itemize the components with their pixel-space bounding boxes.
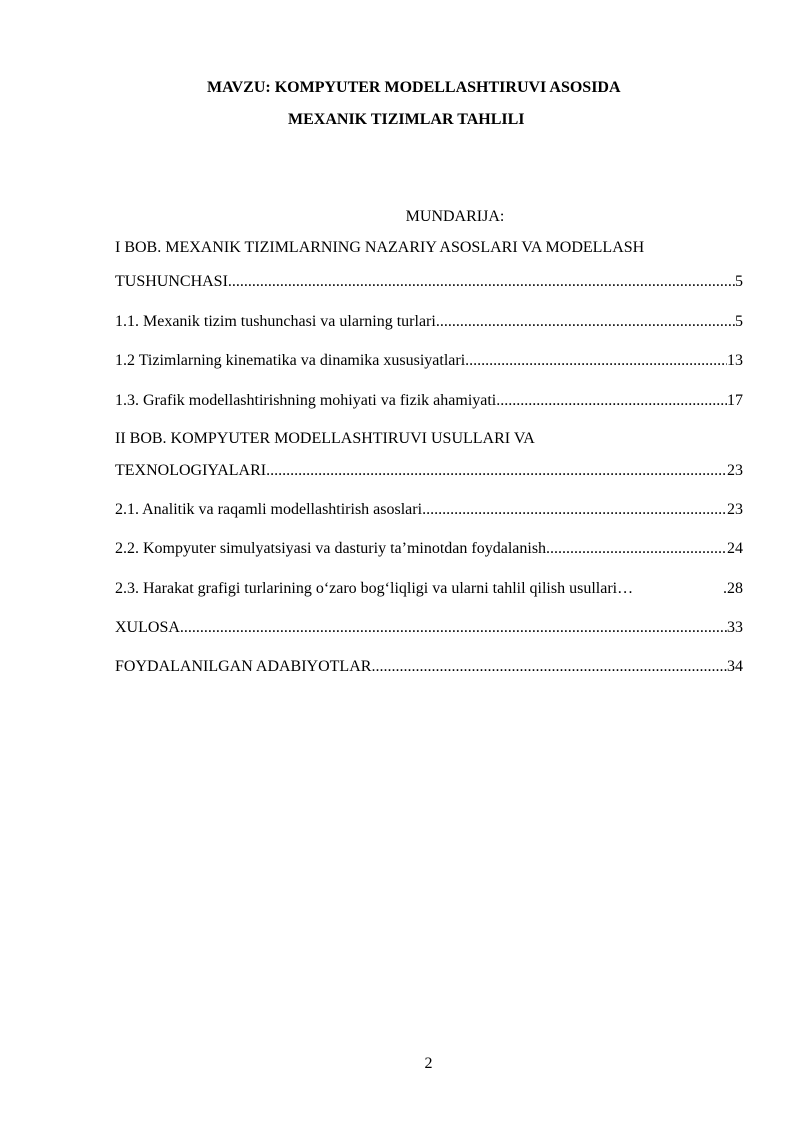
toc-entry-1-3 — [115, 390, 743, 412]
dot-leader — [422, 499, 727, 521]
toc-entry-page: .28 — [723, 580, 743, 597]
toc-entry-page: 33 — [727, 619, 743, 636]
toc-entry-page: 23 — [727, 462, 743, 479]
toc-entry-text: TUSHUNCHASI — [115, 273, 228, 290]
toc-entry-text: 2.1. Analitik va raqamli modellashtirish asoslari — [115, 501, 423, 518]
toc-entry-text: FOYDALANILGAN ADABIYOTLAR — [115, 658, 372, 675]
toc-entry-2-3 — [115, 578, 743, 600]
toc-entry-text: 1.1. Mexanik tizim tushunchasi va ularning turlari — [115, 313, 436, 330]
dot-leader — [546, 538, 727, 560]
toc-entry-text: 1.2 Tizimlarning kinematika va dinamika xususiyatlari — [115, 352, 466, 369]
toc-entry-text: XULOSA — [115, 619, 180, 636]
dot-leader — [496, 390, 727, 412]
toc-chapter-2-title: II BOB. KOMPYUTER MODELLASHTIRUVI USULLARI VA — [115, 430, 535, 447]
toc-entry-chapter-1 — [115, 271, 743, 293]
toc-entry-page: 13 — [727, 352, 743, 369]
toc-entry-text: 2.3. Harakat grafigi turlarining o‘zaro bog‘liqligi va ularni tahlil qilish usullari — [115, 580, 618, 597]
dot-leader — [228, 271, 735, 293]
toc-entry-1-1 — [115, 311, 743, 333]
toc-entry-text: 1.3. Grafik modellashtirishning mohiyati va fizik ahamiyati — [115, 392, 497, 409]
document-title-line-2: MEXANIK TIZIMLAR TAHLILI — [288, 111, 525, 128]
dot-leader — [465, 350, 727, 372]
dot-leader — [180, 617, 727, 639]
toc-entry-2-1 — [115, 499, 743, 521]
toc-entry-references — [115, 656, 743, 678]
document-title-line-1: MAVZU: KOMPYUTER MODELLASHTIRUVI ASOSIDA — [207, 79, 621, 96]
toc-entry-1-2 — [115, 350, 743, 372]
toc-entry-page: 34 — [727, 658, 743, 675]
page-number: 2 — [424, 1055, 433, 1072]
toc-entry-page: 5 — [735, 273, 743, 290]
dot-leader — [436, 311, 735, 333]
toc-entry-text: TEXNOLOGIYALARI — [115, 462, 267, 479]
ellipsis-leader: … — [617, 580, 634, 597]
toc-entry-page: 17 — [727, 392, 743, 409]
dot-leader — [266, 460, 727, 482]
dot-leader — [371, 656, 727, 678]
toc-entry-page: 24 — [727, 540, 743, 557]
contents-heading: MUNDARIJA: — [405, 208, 505, 225]
toc-entry-2-2 — [115, 538, 743, 560]
toc-entry-text: 2.2. Kompyuter simulyatsiyasi va dasturiy ta’minotdan foydalanish — [115, 540, 547, 557]
toc-entry-chapter-2 — [115, 460, 743, 482]
toc-chapter-1-title: I BOB. MEXANIK TIZIMLARNING NAZARIY ASOSLARI VA MODELLASH — [115, 239, 645, 256]
toc-entry-page: 5 — [735, 313, 743, 330]
toc-entry-conclusion — [115, 617, 743, 639]
toc-entry-page: 23 — [727, 501, 743, 518]
